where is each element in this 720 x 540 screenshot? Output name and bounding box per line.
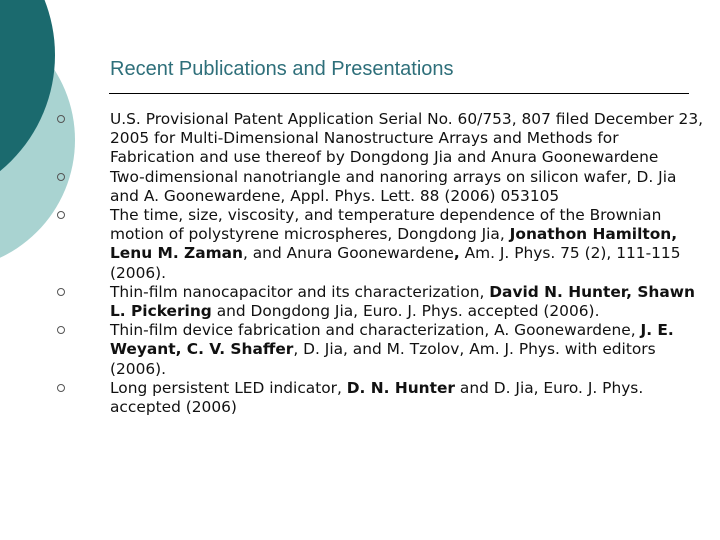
slide-title: Recent Publications and Presentations — [110, 58, 454, 80]
author-names-bold: J. E. Weyant, C. V. Shaffer — [110, 321, 674, 359]
publication-text-run: Am. J. Phys. 75 (2), 111-115 (2006). — [110, 244, 681, 282]
title-divider — [109, 93, 689, 94]
author-names-bold: D. N. Hunter — [346, 378, 456, 397]
list-item — [0, 168, 720, 206]
publication-text-run: Long persistent LED indicator, — [110, 378, 347, 397]
publication-text-run: Thin-film device fabrication and characterization, A. Goonewardene, — [110, 321, 641, 340]
publication-text-run: , D. Jia, and M. Tzolov, Am. J. Phys. with editors (2006). — [110, 340, 656, 378]
hollow-circle-bullet-icon — [57, 173, 65, 181]
list-item — [0, 283, 720, 321]
publication-text — [110, 168, 705, 206]
publication-text-run: Thin-film nanocapacitor and its characterization, — [110, 282, 490, 301]
publication-text-run: , and Anura Goonewardene — [242, 244, 454, 263]
publication-text-run: Two-dimensional nanotriangle and nanoring arrays on silicon wafer, D. Jia and A. Goonewardene, Appl. Phys. Lett. 88 (2006) 053105 — [110, 167, 677, 205]
list-item — [0, 110, 720, 168]
publication-text — [110, 206, 705, 283]
hollow-circle-bullet-icon — [57, 326, 65, 334]
list-item — [0, 379, 720, 417]
hollow-circle-bullet-icon — [57, 211, 65, 219]
hollow-circle-bullet-icon — [57, 115, 65, 123]
list-item — [0, 206, 720, 283]
publication-text-run: U.S. Provisional Patent Application Serial No. 60/753, 807 filed December 23, 2005 for Multi-Dimensional Nanostructure Arrays and Methods for Fabrication and use thereof by Dongdong Jia and Anura Goonewardene — [110, 110, 704, 167]
publication-text — [110, 283, 705, 321]
list-item — [0, 321, 720, 379]
publication-text — [110, 379, 705, 417]
publication-text-run: and D. Jia, Euro. J. Phys. accepted (2006) — [110, 378, 644, 417]
author-names-bold: Jonathon Hamilton, Lenu M. Zaman — [110, 225, 678, 263]
hollow-circle-bullet-icon — [57, 288, 65, 296]
publication-text-run: and Dongdong Jia, Euro. J. Phys. accepted (2006). — [211, 302, 600, 321]
author-names-bold: , — [453, 244, 460, 263]
publication-text — [110, 110, 705, 168]
publication-text-run: The time, size, viscosity, and temperature dependence of the Brownian motion of polystyrene microspheres, Dongdong Jia, — [110, 206, 662, 244]
publication-list — [0, 110, 720, 417]
publication-text — [110, 321, 705, 379]
author-names-bold: David N. Hunter, Shawn L. Pickering — [110, 282, 695, 321]
hollow-circle-bullet-icon — [57, 384, 65, 392]
